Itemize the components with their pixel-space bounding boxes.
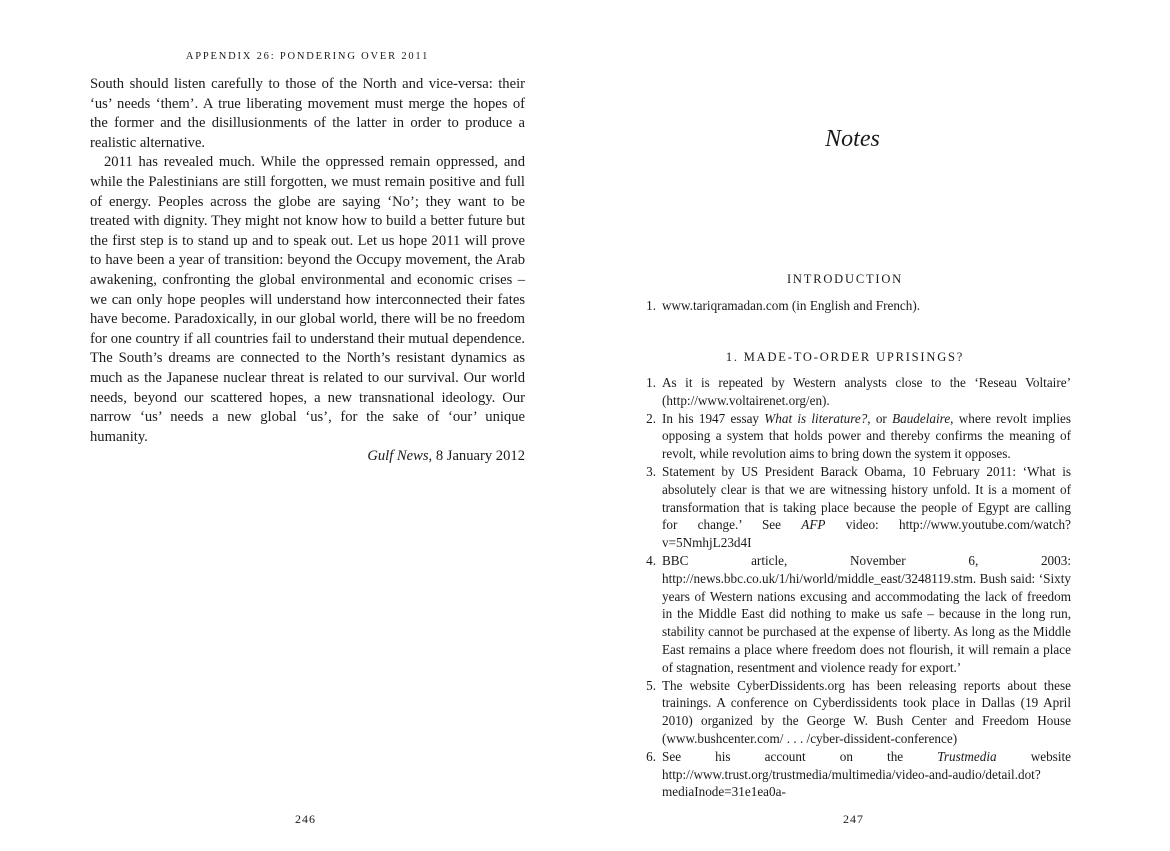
note-number: 4. bbox=[646, 552, 656, 568]
note-text: BBC article, November 6, 2003: http://news.bbc.co.uk/1/hi/world/middle_east/3248119.stm. Bush said: ‘Sixty years of Western nations excusing and accommodating the lack of freedom in the Middle East did nothing to make us safe – because in the long run, stability cannot be purchased at the expense of liberty. As long as the Middle East remains a place where freedom does not flourish, it will remain a place of stagnation, resentment and violence ready for export.’ bbox=[662, 552, 1071, 675]
note-number: 3. bbox=[646, 463, 656, 479]
body-text bbox=[90, 75, 525, 467]
note-item bbox=[620, 297, 1071, 315]
section-heading-chapter-1: 1. MADE-TO-ORDER UPRISINGS? bbox=[725, 350, 965, 364]
note-item bbox=[620, 677, 1071, 748]
note-item bbox=[620, 410, 1071, 463]
page-number-right: 247 bbox=[843, 812, 864, 826]
note-text: As it is repeated by Western analysts close to the ‘Reseau Voltaire’ (http://www.voltairenet.org/en). bbox=[662, 375, 1071, 408]
note-text: www.tariqramadan.com (in English and French). bbox=[662, 298, 921, 313]
section-heading-introduction: INTRODUCTION bbox=[786, 272, 904, 286]
notes-title: Notes bbox=[825, 126, 880, 152]
right-page bbox=[585, 0, 1170, 851]
note-item bbox=[620, 374, 1071, 410]
note-text: Statement by US President Barack Obama, 10 February 2011: ‘What is absolutely clear is that we are witnessing history unfold. It is a moment of transformation that is taking place because the people of Egypt are calling for change.’ See AFP video: http://www.youtube.com/watch?v=5NmhjL23d4I bbox=[662, 463, 1071, 551]
note-item bbox=[620, 748, 1071, 801]
note-text: In his 1947 essay What is literature?, or Baudelaire, where revolt implies opposing a system that holds power and thereby confirms the meaning of revolt, while revolution aims to bring down the system it opposes. bbox=[662, 410, 1071, 462]
notes-list-introduction bbox=[620, 297, 1071, 315]
note-text: The website CyberDissidents.org has been releasing reports about these trainings. A conference on Cyberdissidents took place in Dallas (19 April 2010) organized by the George W. Bush Center and Freedom House (www.bushcenter.com/ . . . /cyber-dissident-conference) bbox=[662, 677, 1071, 746]
notes-list-chapter-1 bbox=[620, 374, 1071, 801]
note-number: 1. bbox=[646, 375, 656, 390]
note-number: 6. bbox=[646, 748, 656, 764]
note-number: 2. bbox=[646, 410, 656, 426]
note-item bbox=[620, 552, 1071, 677]
note-text: See his account on the Trustmedia website http://www.trust.org/trustmedia/multimedia/video-and-audio/detail.dot?mediaInode=31e1ea0a- bbox=[662, 748, 1071, 800]
running-head: APPENDIX 26: PONDERING OVER 2011 bbox=[185, 51, 430, 62]
page-number-left: 246 bbox=[295, 812, 316, 826]
paragraph: 2011 has revealed much. While the oppressed remain oppressed, and while the Palestinians are still forgotten, we must remain positive and full of energy. Peoples across the globe are saying ‘No’; they want to be treated with dignity. They might not know how to build a better future but the first step is to stand up and to speak out. Let us hope 2011 will prove to have been a year of transition: beyond the Occupy movement, the Arab awakening, confronting the global environmental and economic crises – we can only hope peoples will understand how interconnected their fates have become. Paradoxically, in our global world, there will be no freedom for one country if all countries fail to understand their mutual dependence. The South’s dreams are connected to the North’s resistant dynamics as much as the Japanese nuclear threat is related to our survival. Our world needs, beyond our scattered hopes, a new transnational ideology. Our narrow ‘us’ needs a new global ‘us’, for the sake of ‘our’ unique humanity. bbox=[90, 154, 525, 445]
source-citation bbox=[90, 447, 525, 467]
source-publication: Gulf News bbox=[367, 448, 429, 465]
source-date: , 8 January 2012 bbox=[428, 448, 525, 465]
note-number: 5. bbox=[646, 677, 656, 693]
note-number: 1. bbox=[646, 298, 656, 313]
note-item bbox=[620, 463, 1071, 552]
paragraph: South should listen carefully to those of the North and vice-versa: their ‘us’ needs ‘them’. A true liberating movement must merge the hopes of the former and the disillusionments of the latter in order to produce a realistic alternative. bbox=[90, 76, 525, 151]
